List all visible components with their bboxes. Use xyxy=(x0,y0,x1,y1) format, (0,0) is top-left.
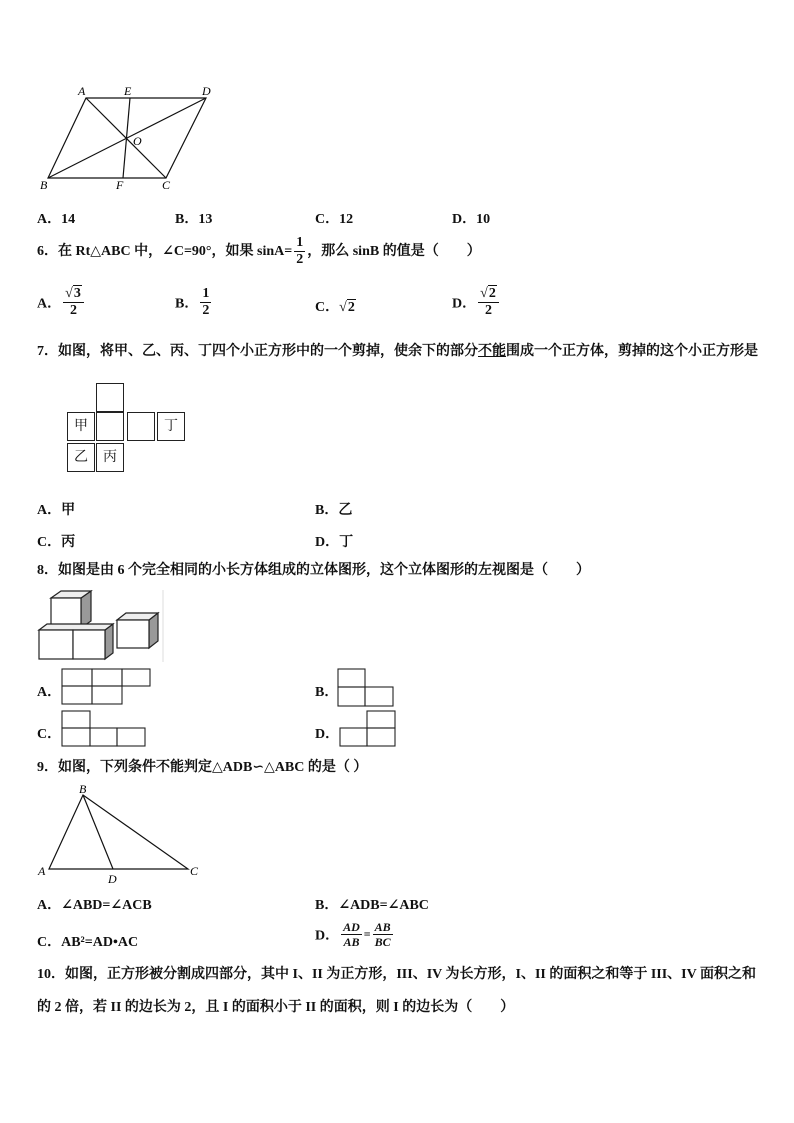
q8-solid-figure xyxy=(37,588,165,662)
q7-cell-jia: 甲 xyxy=(67,412,95,441)
q7-option-c[interactable]: C．丙 xyxy=(37,535,76,550)
q8-option-c-label: C． xyxy=(37,727,62,742)
q8-option-d-view[interactable] xyxy=(338,709,398,749)
q6-option-b-num: 1 xyxy=(202,286,210,301)
q6-option-d-radicand: 2 xyxy=(488,286,496,301)
q7-cube-net xyxy=(67,383,187,475)
q6-option-b-label: B． xyxy=(175,296,199,312)
q10-stem-line-1: 10．如图，正方形被分割成四部分，其中 I、II 为正方形，III、IV 为长方形，I、II 的面积之和等于 III、IV 面积之和 xyxy=(37,967,756,982)
q9-option-b[interactable]: B．∠ADB=∠ABC xyxy=(315,898,429,913)
q8-option-b[interactable] xyxy=(315,681,338,701)
label-b: B xyxy=(40,178,48,192)
q6-stem xyxy=(37,234,481,270)
q8-option-c[interactable] xyxy=(37,723,61,743)
q8-option-a-view[interactable] xyxy=(60,667,152,707)
q7-stem-before: 7．如图，将甲、乙、丙、丁四个小正方形中的一个剪掉，使余下的部分 xyxy=(37,344,478,359)
q6-stem-before: 6．在 Rt△ABC 中，∠C=90°，如果 sinA= xyxy=(37,244,293,259)
q6-option-a-den: 2 xyxy=(69,303,77,318)
q9-option-d-fraction-1 xyxy=(341,920,362,949)
q6-option-c-label: C． xyxy=(315,300,340,315)
q6-option-c-radicand: 2 xyxy=(347,300,355,315)
q7-cell-yi: 乙 xyxy=(67,443,95,472)
q9-option-d-fraction-2 xyxy=(373,920,393,949)
label-d: D xyxy=(202,84,211,98)
q5-option-d[interactable]: D．10 xyxy=(452,212,491,227)
label-c: C xyxy=(162,178,171,192)
q6-option-a-num: √3 xyxy=(63,286,84,303)
q10-stem-line-2: 的 2 倍，若 II 的边长为 2，且 I 的面积小于 II 的面积，则 I 的边长为（ ） xyxy=(37,1000,515,1015)
q6-stem-fraction xyxy=(294,235,305,268)
q6-option-d-num: √2 xyxy=(478,286,499,303)
q7-cell-blank xyxy=(127,412,155,441)
q9-triangle-figure xyxy=(36,782,206,888)
q8-option-a[interactable] xyxy=(37,681,61,701)
q6-option-c-sqrt: √2 xyxy=(339,300,355,315)
q9-option-d-den1: AB xyxy=(343,935,360,949)
q6-option-b[interactable] xyxy=(175,286,213,319)
q9-option-d[interactable] xyxy=(315,920,395,949)
q7-stem xyxy=(37,343,758,361)
q8-option-d[interactable] xyxy=(315,723,339,743)
q9-option-d-num2: AB xyxy=(374,920,391,934)
q5-option-c[interactable]: C．12 xyxy=(315,212,354,227)
q8-option-a-label: A． xyxy=(37,685,62,700)
q7-cell-bing: 丙 xyxy=(96,443,124,472)
q6-option-b-fraction xyxy=(200,286,211,319)
q7-option-b[interactable]: B．乙 xyxy=(315,503,353,518)
q7-cell-middle xyxy=(96,412,124,441)
q9-option-d-equals: = xyxy=(363,927,371,941)
bottom-cube-1 xyxy=(39,630,73,659)
q9-option-d-num1: AD xyxy=(343,920,360,934)
q6-option-b-den: 2 xyxy=(202,303,210,318)
label-d: D xyxy=(108,872,117,886)
q6-option-a-radicand: 3 xyxy=(73,286,81,301)
label-e: E xyxy=(124,84,132,98)
q6-option-c[interactable] xyxy=(315,296,356,316)
label-a: A xyxy=(38,864,46,878)
q6-option-d-label: D． xyxy=(452,296,477,312)
label-o: O xyxy=(133,134,142,148)
q9-option-d-den2: BC xyxy=(374,935,391,949)
segment-ef xyxy=(123,98,130,178)
q7-stem-underlined: 不能 xyxy=(478,344,506,359)
q8-option-c-view[interactable] xyxy=(60,709,148,749)
q6-stem-after: ，那么 sinB 的值是（ ） xyxy=(307,244,481,259)
q9-option-d-label: D． xyxy=(315,928,340,944)
q7-option-d[interactable]: D．丁 xyxy=(315,535,354,550)
q9-option-a[interactable]: A．∠ABD=∠ACB xyxy=(37,898,152,913)
q8-option-d-label: D． xyxy=(315,727,340,742)
label-b: B xyxy=(79,782,87,796)
q7-option-a[interactable]: A．甲 xyxy=(37,503,76,518)
q6-stem-frac-num: 1 xyxy=(296,235,304,251)
triangle-abc xyxy=(49,795,188,869)
bottom-cube-2 xyxy=(73,630,105,659)
q8-option-b-view[interactable] xyxy=(336,667,396,709)
q7-stem-after: 围成一个正方体，剪掉的这个小正方形是 xyxy=(506,344,758,359)
q6-option-d-den: 2 xyxy=(484,303,492,318)
label-a: A xyxy=(78,84,86,98)
bottom-row-top xyxy=(39,624,113,630)
q8-stem: 8．如图是由 6 个完全相同的小长方体组成的立体图形，这个立体图形的左视图是（ ） xyxy=(37,563,590,578)
q6-option-a-label: A． xyxy=(37,296,62,312)
q7-cell-top xyxy=(96,383,124,412)
right-cube-front xyxy=(117,620,149,648)
q7-cell-ding: 丁 xyxy=(157,412,185,441)
q5-parallelogram-figure xyxy=(36,84,226,194)
label-f: F xyxy=(116,178,124,192)
q8-option-b-label: B． xyxy=(315,685,339,700)
q6-option-a[interactable] xyxy=(37,286,86,319)
q6-option-d[interactable] xyxy=(452,286,501,319)
label-c: C xyxy=(190,864,199,878)
q6-option-a-fraction xyxy=(63,286,84,319)
q9-option-c[interactable]: C．AB²=AD•AC xyxy=(37,935,139,950)
q9-stem: 9．如图，下列条件不能判定△ADB∽△ABC 的是（ ） xyxy=(37,760,368,775)
q5-option-b[interactable]: B．13 xyxy=(175,212,213,227)
q6-option-d-fraction xyxy=(478,286,499,319)
q6-stem-frac-den: 2 xyxy=(296,252,304,268)
q5-option-a[interactable]: A．14 xyxy=(37,212,76,227)
